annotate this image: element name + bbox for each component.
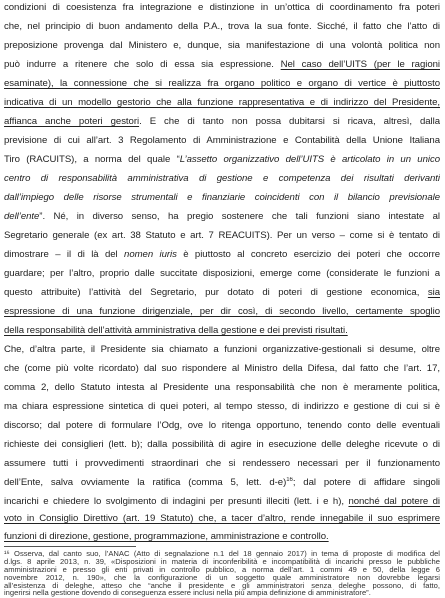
- footnote-separator: [4, 546, 136, 547]
- text-line: guardare; per l’altro, proprio dalle succitate disposizioni, emerge come (considerate le funzioni a: [4, 268, 440, 279]
- text-line: dell’Ente, salva ovviamente la ratifica (comma 5, lett. d-e)$^{16}$; dal potere di affidare singoli: [4, 477, 440, 488]
- text-line: incarichi e chiedere lo svolgimento di indagini per presunti illeciti (lett. i e h), nonché dal potere di: [4, 496, 440, 507]
- underlined-text-line: indicativa di un modello gestorio che alla funzione rappresentativa e di indirizzo del Presidente,: [4, 97, 440, 108]
- underlined-text-line: voto in Consiglio Direttivo (art. 19 Statuto) che, a tacer d’altro, rende innegabile il suo esprimere: [4, 513, 440, 524]
- underlined-text: sia: [427, 287, 440, 298]
- quoted-regulation-line: dall’impiego delle risorse strumentali e finanziarie coincidenti con il bilancio previsionale: [4, 192, 440, 203]
- underlined-text-line: espressione di una funzione dirigenziale, per dir così, di secondo livello, certamente spoglio: [4, 306, 440, 317]
- text-line: affianca anche poteri gestori. E che di tanto non possa dubitarsi si ricava, altresì, dalla: [4, 116, 440, 127]
- underlined-text: Nel caso dell’UITS (per le ragioni: [280, 59, 440, 70]
- text-line: questo attribuite) l’attività del Segretario, pur dotato di poteri di gestione economica, sia: [4, 287, 440, 298]
- text-line: Che, d’altra parte, il Presidente sia chiamato a funzioni organizzative-gestionali si desume, oltre: [4, 344, 440, 355]
- footnote-line: d.lgs. 8 aprile 2013, n. 39, «Disposizioni in materia di inconferibilità e incompatibilità di incarichi presso le pubbliche: [4, 557, 440, 566]
- text-line: che (come più volte ricordato) dal suo rispondere al Ministro della Difesa, dal fatto che l’art. 17,: [4, 363, 440, 374]
- text-line: Segretario generale (ex art. 38 Statuto e art. 7 REACUITS). Per un verso – come si è tentato di: [4, 230, 440, 241]
- footnote-line: amministrazioni e presso gli enti privati in controllo pubblico, a norma dell’art. 1 commi 49 e 50, della legge 6: [4, 565, 440, 574]
- footnote-line: ¹⁶ Osserva, dal canto suo, l’ANAC (Atto di segnalazione n.1 del 18 gennaio 2017) in tema di proposte di modifica del: [4, 549, 440, 558]
- underlined-text-line: funzioni di direzione, gestione, programmazione, amministrazione e controllo.: [4, 531, 329, 542]
- text-line: ma chiara espressione sintetica di quei poteri, al tempo stesso, di indirizzo e gestione di cui si è: [4, 401, 440, 412]
- underlined-text: affianca anche poteri gestori: [4, 116, 140, 127]
- text-line: condizioni di coesistenza fra integrazione e distinzione in un’ottica di coordinamento fra poteri: [4, 2, 440, 13]
- footnote-line: all’esistenza di deleghe, atteso che “anche il presidente e gli amministratori senza deleghe possono, di fatto,: [4, 581, 440, 590]
- text-line: Tiro (RACUITS), a norma del quale “L’assetto organizzativo dell’UITS è articolato in un unico: [4, 154, 440, 165]
- footnote-reference: 16: [286, 477, 293, 483]
- text-line: preposizione provenga dal Ministero e, dunque, sia manifestazione di una volontà politica non: [4, 40, 440, 51]
- text-line: dell’ente”. Né, in diverso senso, ha pregio sostenere che tali funzioni siano intestate al: [4, 211, 440, 222]
- footnote-line: novembre 2012, n. 190», che la configurazione di un soggetto quale amministratore non dovrebbe legarsi: [4, 573, 440, 582]
- text-line: discorso; dal potere di formulare l’Odg, ove lo ritenga opportuno, tenendo conto delle eventuali: [4, 420, 440, 431]
- text-line: che, nel principio di buon andamento della P.A., trova la sua fonte. Sicché, il fatto che l’atto di: [4, 21, 440, 32]
- text-line: può indurre a ritenere che solo di essa sia espressione. Nel caso dell’UITS (per le ragioni: [4, 59, 440, 70]
- underlined-text-line: esaminate), la connessione che si realizza fra organo politico e organo di vertice è piuttosto: [4, 78, 440, 89]
- text-line: assumere tutti i provvedimenti straordinari che si rendessero necessari per il funzionamento: [4, 458, 440, 469]
- text-line: comma 2, dello Statuto intesta al Presidente una responsabilità che non è meramente politica,: [4, 382, 440, 393]
- quoted-regulation: L’assetto organizzativo dell’UITS è articolato in un unico: [179, 154, 440, 165]
- text-line: richieste dei consiglieri (lett. b); dalla possibilità di agire in esecuzione delle deleghe ricevute o di: [4, 439, 440, 450]
- underlined-text-line: della responsabilità dell’attività amministrativa della gestione e dei previsti risultati.: [4, 325, 348, 336]
- text-line: dimostrare – il di là del nomen iuris è piuttosto al concreto esercizio dei poteri che occorre: [4, 249, 440, 260]
- footnote-line: ingerirsi nella gestione dovendo di conseguenza essere inclusi nella più ampia definizione di amministratore”.: [4, 588, 371, 597]
- quoted-regulation-line: centro di responsabilità amministrativa di gestione e competenza dei risultati derivanti: [4, 173, 440, 184]
- text-line: previsione di cui all’art. 3 Regolamento di Amministrazione e Contabilità della Unione Italiana: [4, 135, 440, 146]
- underlined-text: nonché dal potere di: [348, 496, 440, 507]
